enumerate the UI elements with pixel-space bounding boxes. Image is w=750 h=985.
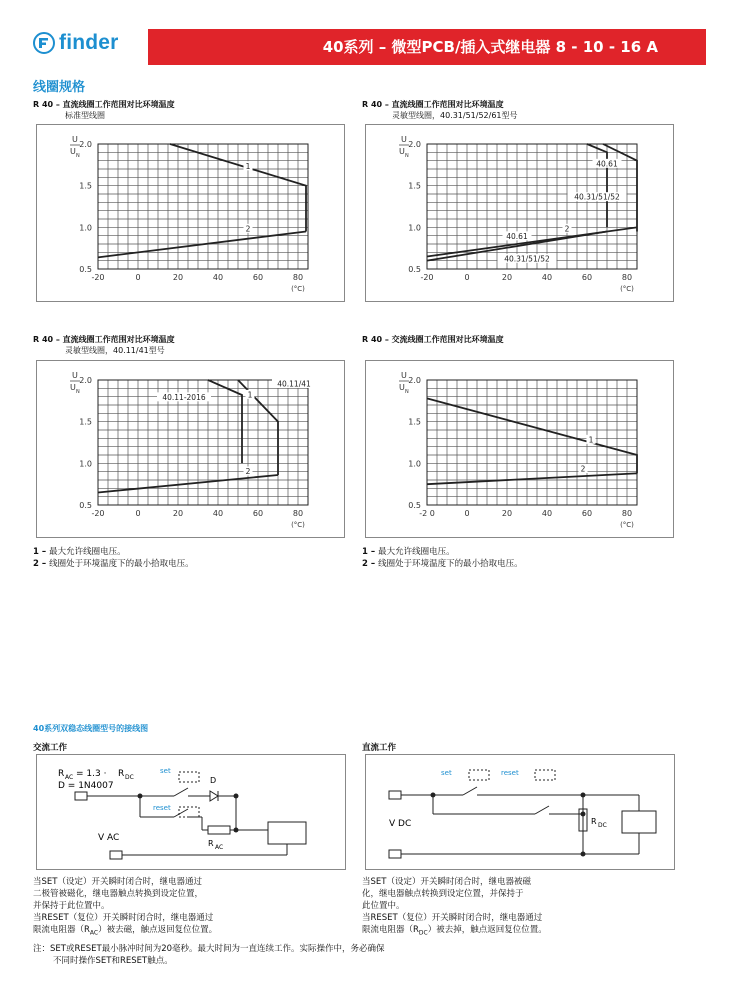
chart-dc-sensitive-4011 [36, 360, 345, 538]
series-label: 40.11-2016 [162, 392, 206, 402]
page-title: 40系列 – 微型PCB/插入式继电器 8 - 10 - 16 A [322, 38, 658, 56]
y-axis-label-un: U [399, 383, 405, 392]
y-tick-label: 2.0 [408, 376, 421, 385]
notes-left [33, 546, 194, 570]
reset-label-dc: reset [501, 769, 519, 777]
y-tick-label: 0.5 [79, 501, 92, 510]
series-label: 1 [247, 390, 253, 400]
x-tick-label: -20 [420, 273, 434, 282]
dc-description: 当SET（设定）开关瞬时闭合时，继电器被磁 化，继电器触点转换到设定位置，并保持于 此位置中。 当RESET（复位）开关瞬时闭合时，继电器通过 限流电阻器$(R_{DC})$被去掉，触点返回复位位置。 [362, 877, 547, 937]
ac-wiring-diagram [36, 754, 346, 870]
x-tick-label: 80 [621, 273, 633, 282]
y-tick-label: 2.0 [79, 140, 92, 149]
rdc-label: R [591, 817, 597, 826]
note-item: 1 – 最大允许线圈电压。 [362, 547, 455, 557]
series-label: 2 [580, 464, 586, 474]
x-tick-label: 40 [212, 273, 224, 282]
y-tick-label: 2.0 [79, 376, 92, 385]
plot-area [427, 380, 637, 505]
series-label: 1 [245, 161, 251, 171]
brand-name: finder [59, 31, 119, 54]
rac-formula-rest: = 1.3 · [76, 769, 107, 779]
footnote: 注：SET或RESET最小脉冲时间为20毫秒。最大时间为一直连续工作。实际操作中，务必确保 不同时操作SET和RESET触点。 [33, 944, 385, 966]
x-tick-label: 60 [581, 273, 593, 282]
x-tick-label: 40 [541, 273, 553, 282]
x-tick-label: 80 [292, 509, 304, 518]
plot-area [98, 144, 308, 269]
y-tick-label: 0.5 [408, 501, 421, 510]
y-tick-label: 1.5 [408, 181, 421, 191]
x-axis-unit: (°C) [620, 285, 634, 293]
note-item: 2 – 线圈处于环境温度下的最小拾取电压。 [362, 559, 523, 569]
ac-description: 当SET（设定）开关瞬时闭合时，继电器通过 二极管被磁化，继电器触点转换到设定位置， 并保持于此位置中。 当RESET（复位）开关瞬时闭合时，继电器通过 限流电阻器$(R_{AC})$被去磁，触点返回复位位置。 [33, 877, 218, 937]
x-tick-label: 0 [464, 509, 470, 518]
set-label: set [160, 767, 171, 775]
notes-right [362, 546, 523, 570]
y-tick-label: 1.5 [79, 417, 92, 427]
series-label: 40.31/51/52 [574, 192, 620, 202]
chart-2-subtitle: 灵敏型线圈，40.31/51/52/61型号 [392, 111, 518, 120]
x-tick-label: 20 [501, 509, 513, 518]
rac-label-sub: AC [215, 844, 224, 851]
series-label: 2 [564, 224, 570, 234]
set-label-dc: set [441, 769, 452, 777]
y-axis-label-u: U [72, 135, 78, 144]
vdc-label: V DC [389, 819, 412, 829]
rac-formula-sub: AC [65, 774, 74, 781]
ac-operation-title: 交流工作 [33, 743, 68, 753]
dc-wiring-diagram [365, 754, 675, 870]
chart-dc-sensitive-4031 [365, 124, 674, 302]
relay-coil [268, 822, 306, 844]
x-axis-unit: (°C) [291, 521, 305, 529]
series-label: 40.61 [596, 159, 618, 169]
x-tick-label: -20 [91, 509, 105, 518]
series-label: 2 [245, 467, 251, 476]
note-item: 1 – 最大允许线圈电压。 [33, 547, 126, 557]
x-tick-label: 60 [252, 273, 264, 282]
chart-4-title: R 40 – 交流线圈工作范围对比环境温度 [362, 335, 504, 344]
rac-label: R [208, 839, 214, 848]
y-tick-label: 1.0 [79, 223, 92, 233]
x-tick-label: 0 [135, 509, 141, 518]
series-line [427, 473, 637, 484]
y-tick-label: 1.0 [408, 223, 421, 233]
latching-title: 40系列双稳态线圈型号的接线图 [33, 724, 149, 733]
finder-logo-icon [33, 32, 55, 54]
chart-dc-standard [36, 124, 345, 302]
chart-ac [365, 360, 674, 538]
rdc-label-sub: DC [598, 822, 607, 829]
y-tick-label: 0.5 [79, 265, 92, 274]
chart-2-title: R 40 – 直流线圈工作范围对比环境温度 [362, 100, 504, 109]
x-tick-label: 60 [581, 509, 593, 518]
y-tick-label: 1.0 [408, 459, 421, 469]
y-axis-label-un-sub: N [76, 153, 80, 159]
x-tick-label: 20 [172, 509, 184, 518]
series-label: 40.31/51/52 [504, 254, 550, 264]
x-tick-label: 80 [621, 509, 633, 518]
relay-coil-dc [622, 811, 656, 833]
diode-label: D [210, 776, 217, 785]
series-label: 1 [588, 435, 594, 445]
brand-logo [33, 31, 119, 55]
y-axis-label-u: U [401, 371, 407, 380]
y-axis-label-un-sub: N [405, 389, 409, 395]
x-tick-label: 40 [212, 509, 224, 518]
series-label: 40.61 [506, 231, 528, 241]
chart-3-subtitle: 灵敏型线圈，40.11/41型号 [65, 346, 165, 355]
y-axis-label-u: U [401, 135, 407, 144]
x-tick-label: 0 [135, 273, 141, 282]
y-tick-label: 1.5 [408, 417, 421, 427]
x-tick-label: 0 [464, 273, 470, 282]
y-axis-label-un-sub: N [405, 153, 409, 159]
terminal-bottom [110, 851, 122, 859]
y-axis-label-un-sub: N [76, 389, 80, 395]
y-tick-label: 2.0 [408, 140, 421, 149]
dc-operation-title: 直流工作 [362, 743, 397, 753]
reset-label: reset [153, 804, 171, 812]
x-axis-unit: (°C) [620, 521, 634, 529]
y-tick-label: 1.0 [79, 459, 92, 469]
section-title: 线圈规格 [33, 80, 86, 95]
y-axis-label-un: U [399, 147, 405, 156]
x-tick-label: 20 [172, 273, 184, 282]
y-tick-label: 1.5 [79, 181, 92, 191]
x-tick-label: -2 0 [419, 509, 435, 518]
chart-3-title: R 40 – 直流线圈工作范围对比环境温度 [33, 335, 175, 344]
series-line [427, 398, 637, 473]
series-label: 2 [245, 224, 251, 234]
series-label: 40.11/41 [277, 379, 311, 389]
note-item: 2 – 线圈处于环境温度下的最小拾取电压。 [33, 559, 194, 569]
x-tick-label: 80 [292, 273, 304, 282]
header-banner [148, 29, 706, 65]
x-tick-label: 20 [501, 273, 513, 282]
y-axis-label-un: U [70, 383, 76, 392]
vac-label: V AC [98, 833, 120, 843]
rac-formula-r: R [58, 769, 65, 779]
chart-1-subtitle: 标准型线圈 [65, 111, 105, 120]
y-axis-label-u: U [72, 371, 78, 380]
x-tick-label: 40 [541, 509, 553, 518]
series-line [603, 144, 637, 232]
x-tick-label: -20 [91, 273, 105, 282]
rdc-formula-r: R [118, 769, 125, 779]
diode-formula: D = 1N4007 [58, 781, 114, 791]
y-tick-label: 0.5 [408, 265, 421, 274]
x-tick-label: 60 [252, 509, 264, 518]
chart-1-title: R 40 – 直流线圈工作范围对比环境温度 [33, 100, 175, 109]
x-axis-unit: (°C) [291, 285, 305, 293]
rdc-formula-sub: DC [125, 774, 134, 781]
y-axis-label-un: U [70, 147, 76, 156]
